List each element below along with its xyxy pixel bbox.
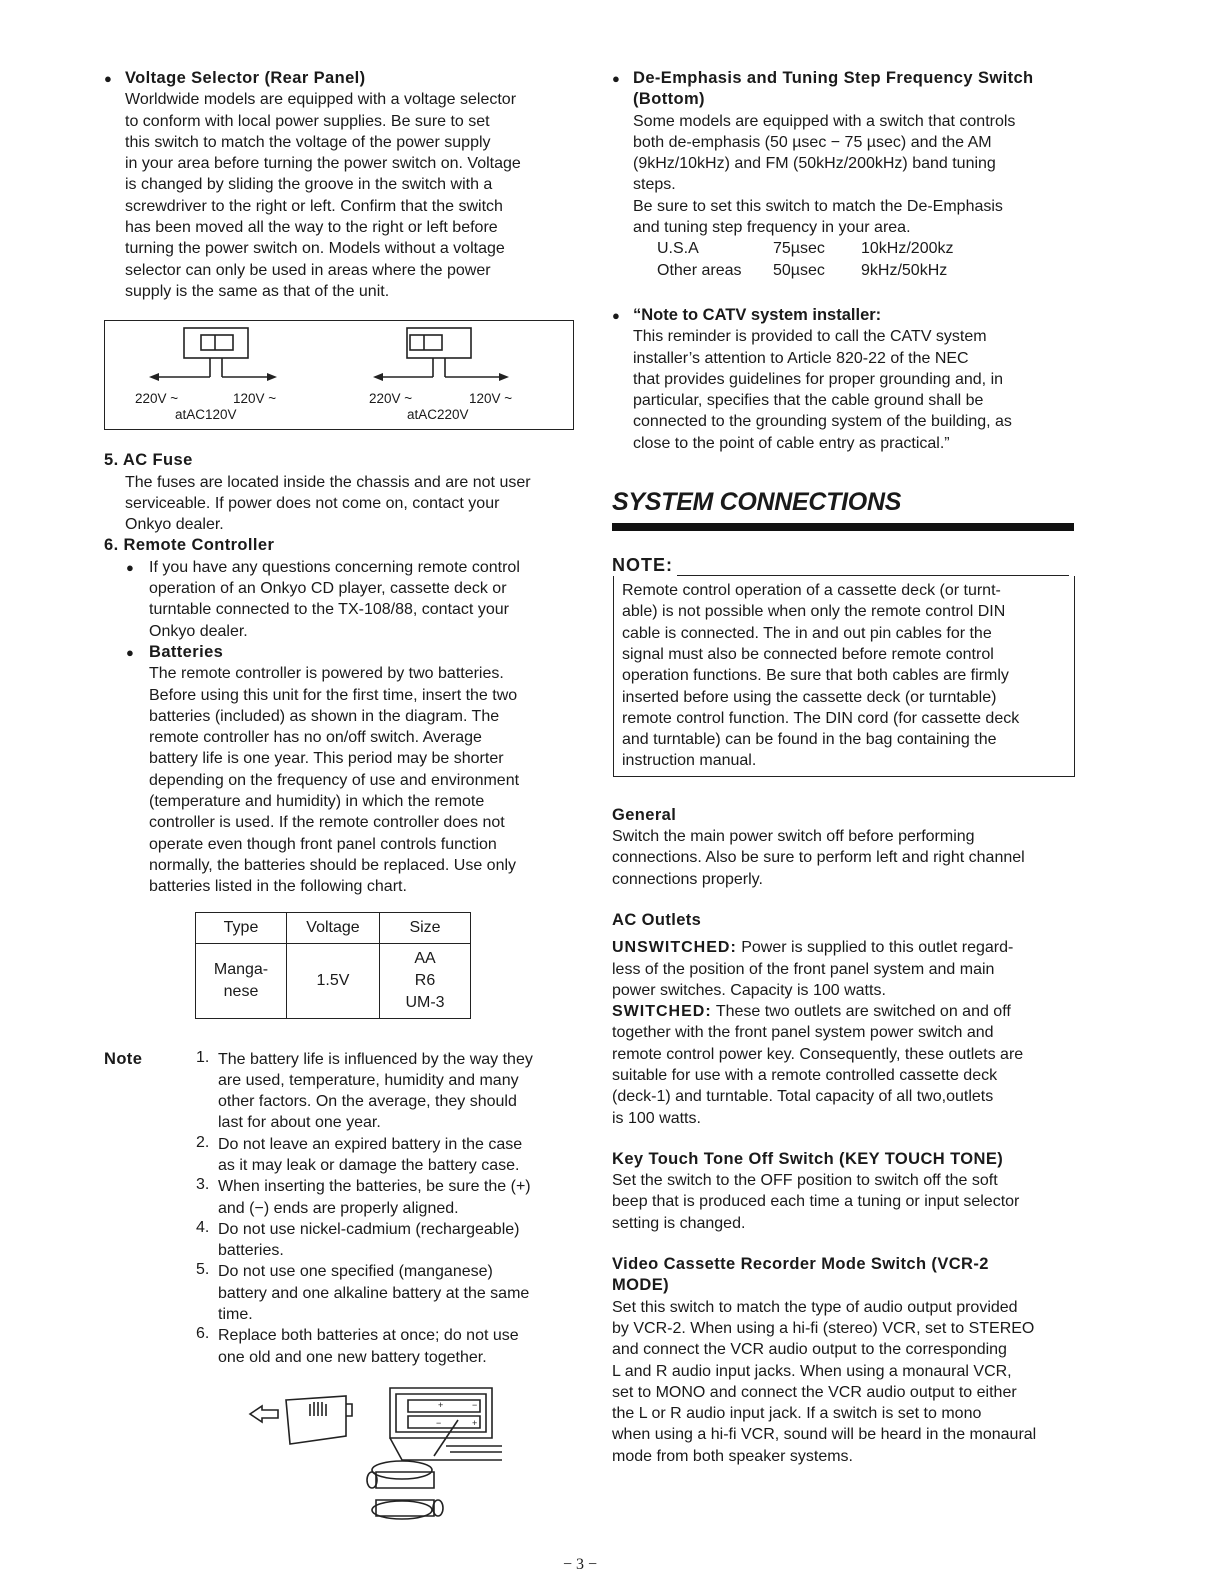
text-line: supply is the same as that of the unit. — [125, 282, 390, 300]
ac-outlets-section — [612, 910, 1082, 1129]
catv-section — [612, 305, 1082, 454]
ac-line — [612, 980, 1082, 1001]
ac-fuse-text — [104, 472, 574, 536]
left-column — [104, 68, 574, 1428]
text-line: has been moved all the way to the right or left before — [125, 219, 498, 237]
text-line: The remote controller is powered by two batteries. — [149, 665, 504, 683]
ac-line-text: is 100 watts. — [612, 1109, 701, 1127]
ac-line — [612, 959, 1082, 980]
vcr-title-2: MODE) — [612, 1276, 669, 1295]
ac-label: SWITCHED: — [612, 1003, 712, 1021]
note-heading-line — [677, 563, 1069, 576]
region-cell: U.S.A — [657, 240, 699, 258]
ac-outlets-title: AC Outlets — [612, 910, 702, 929]
text-line: Some models are equipped with a switch that controls — [633, 112, 1016, 130]
text-line: both de-emphasis (50 µsec − 75 µsec) and the AM — [633, 133, 992, 151]
note-line: are used, temperature, humidity and many — [218, 1071, 519, 1089]
general-title: General — [612, 805, 677, 824]
note-line: Do not use nickel-cadmium (rechargeable) — [218, 1220, 520, 1238]
vcr-section — [612, 1254, 1082, 1467]
region-cell: 9kHz/50kHz — [861, 261, 948, 279]
note-line: Replace both batteries at once; do not use — [218, 1327, 519, 1345]
keytouch-section — [612, 1149, 1082, 1234]
fig-b-caption: atAC220V — [407, 407, 469, 423]
text-line: L and R audio input jacks. When using a monaural VCR, — [612, 1362, 1012, 1380]
text-line: selector can only be used in areas where the power — [125, 261, 491, 279]
text-line: Before using this unit for the first time, insert the two — [149, 686, 518, 704]
fig-a-220: 220V ~ — [135, 391, 179, 407]
note-line: Do not use one specified (manganese) — [218, 1263, 493, 1281]
deemphasis-section — [612, 68, 1082, 281]
text-line: by VCR-2. When using a hi-fi (stereo) VCR, set to STEREO — [612, 1319, 1035, 1337]
svg-text:+: + — [438, 1400, 444, 1410]
note-number: 1. — [196, 1048, 210, 1066]
th-type: Type — [196, 912, 287, 943]
text-line: ● If you have any questions concerning remote control — [149, 558, 520, 576]
cell-voltage: 1.5V — [287, 943, 380, 1018]
text-line: Switch the main power switch off before performing — [612, 828, 975, 846]
text-line: The fuses are located inside the chassis and are not user — [125, 473, 531, 491]
catv-title: ● “Note to CATV system installer: — [612, 305, 1082, 326]
right-column — [612, 68, 1082, 1467]
text-line: remote controller has no on/off switch. Average — [149, 729, 482, 747]
text-line: the L or R audio input jack. If a switch is set to mono — [612, 1405, 982, 1423]
remote-section — [104, 535, 574, 897]
text-line: screwdriver to the right or left. Confirm that the switch — [125, 197, 503, 215]
ac-line-text: power switches. Capacity is 100 watts. — [612, 981, 886, 999]
text-line: battery life is one year. This period may be shorter — [149, 750, 504, 768]
note-heading-label: NOTE: — [612, 555, 673, 576]
text-line: (temperature and humidity) in which the remote — [149, 793, 485, 811]
text-line: depending on the frequency of use and environment — [149, 771, 520, 789]
vcr-title-1: Video Cassette Recorder Mode Switch (VCR-2 — [612, 1255, 989, 1274]
note-number: 3. — [196, 1176, 210, 1194]
text-line: setting is changed. — [612, 1214, 746, 1232]
ac-line-text: together with the front panel system power switch and — [612, 1024, 994, 1042]
ac-line-text: Power is supplied to this outlet regard- — [736, 939, 1014, 957]
ac-fuse-title: 5. AC Fuse — [104, 451, 193, 470]
text-line: is changed by sliding the groove in the switch with a — [125, 176, 493, 194]
ac-line — [612, 1065, 1082, 1086]
note-line: battery and one alkaline battery at the same — [218, 1284, 530, 1302]
text-line: set to MONO and connect the VCR audio output to either — [612, 1383, 1017, 1401]
region-cell: 10kHz/200kz — [861, 240, 954, 258]
note-line: time. — [218, 1306, 253, 1324]
system-connections-title: SYSTEM CONNECTIONS — [612, 488, 902, 517]
deemphasis-title-2: (Bottom) — [633, 90, 705, 109]
th-voltage: Voltage — [287, 912, 380, 943]
note-heading — [612, 555, 1082, 576]
text-line: operate even though front panel controls function — [149, 835, 497, 853]
type-line-2: nese — [223, 982, 259, 1000]
note-number: 2. — [196, 1133, 210, 1151]
deemphasis-text — [612, 111, 1082, 239]
ac-line-text: suitable for use with a remote controlled cassette deck — [612, 1066, 998, 1084]
size-aa: AA — [414, 949, 436, 967]
page-number: − 3 − — [563, 1556, 598, 1573]
ac-fuse-section — [104, 450, 574, 535]
text-line: batteries (included) as shown in the diagram. The — [149, 707, 500, 725]
note-number: 6. — [196, 1325, 210, 1343]
ac-line-text: less of the position of the front panel system and main — [612, 960, 995, 978]
ac-line — [612, 1022, 1082, 1043]
text-line: this switch to match the voltage of the power supply — [125, 133, 491, 151]
text-line: inserted before using the cassette deck (or turntable) — [622, 688, 997, 706]
note-line: other factors. On the average, they should — [218, 1093, 517, 1111]
note-item — [104, 1134, 574, 1177]
text-line: Worldwide models are equipped with a voltage selector — [125, 91, 517, 109]
text-line: Set the switch to the OFF position to switch off the soft — [612, 1172, 998, 1190]
ac-line — [612, 1001, 1082, 1022]
note-line: Do not leave an expired battery in the case — [218, 1135, 523, 1153]
note-item — [104, 1049, 574, 1134]
svg-text:+: + — [472, 1418, 478, 1428]
text-line: operation of an Onkyo CD player, cassette deck or — [149, 580, 507, 598]
note-line: The battery life is influenced by the way they — [218, 1050, 533, 1068]
text-line: This reminder is provided to call the CATV system — [633, 328, 987, 346]
notes-list — [104, 1049, 574, 1368]
text-line: in your area before turning the power switch on. Voltage — [125, 155, 521, 173]
battery-insertion-diagram — [248, 1386, 528, 1536]
text-line: remote control function. The DIN cord (for cassette deck — [622, 709, 1020, 727]
batteries-text — [104, 663, 574, 897]
text-line: signal must also be connected before remote control — [622, 645, 994, 663]
ac-label: UNSWITCHED: — [612, 939, 737, 957]
text-line: particular, specifies that the cable ground shall be — [633, 392, 984, 410]
notes-section — [104, 1049, 574, 1368]
text-line: serviceable. If power does not come on, contact your — [125, 494, 500, 512]
fig-b-220: 220V ~ — [369, 391, 413, 407]
region-cell: 75µsec — [773, 240, 825, 258]
note-line: batteries. — [218, 1242, 284, 1260]
note-line: last for about one year. — [218, 1114, 381, 1132]
cell-size — [380, 943, 471, 1018]
text-line: and connect the VCR audio output to the corresponding — [612, 1341, 1007, 1359]
voltage-text — [104, 89, 574, 302]
keytouch-text — [612, 1170, 1082, 1234]
text-line: connections properly. — [612, 870, 763, 888]
batteries-title: ● Batteries — [104, 642, 574, 663]
text-line: Set this switch to match the type of audio output provided — [612, 1298, 1018, 1316]
text-line: turning the power switch on. Models without a voltage — [125, 240, 505, 258]
text-line: and turntable) can be found in the bag containing the — [622, 731, 997, 749]
text-line: turntable connected to the TX-108/88, contact your — [149, 601, 509, 619]
text-line: Be sure to set this switch to match the De-Emphasis — [633, 197, 1003, 215]
text-line: steps. — [633, 176, 676, 194]
voltage-selector-figure — [104, 320, 574, 430]
text-line: and tuning step frequency in your area. — [633, 219, 911, 237]
note-item — [104, 1176, 574, 1219]
text-line: Onkyo dealer. — [125, 516, 224, 534]
note-item — [104, 1261, 574, 1325]
text-line: batteries listed in the following chart. — [149, 878, 407, 896]
deemphasis-title-1: ● De-Emphasis and Tuning Step Frequency Switch — [612, 68, 1082, 89]
note-line: as it may leak or damage the battery case. — [218, 1156, 520, 1174]
type-line-1: Manga- — [213, 960, 269, 978]
text-line: controller is used. If the remote controller does not — [149, 814, 505, 832]
remote-bullet-1 — [104, 557, 574, 642]
text-line: mode from both speaker systems. — [612, 1447, 853, 1465]
svg-text:−: − — [436, 1418, 442, 1428]
ac-outlets-text — [612, 937, 1082, 1129]
note-label: Note — [104, 1049, 143, 1068]
note-number: 4. — [196, 1218, 210, 1236]
remote-title: 6. Remote Controller — [104, 536, 275, 555]
note-line: one old and one new battery together. — [218, 1348, 487, 1366]
fig-a-120: 120V ~ — [233, 391, 277, 407]
text-line: close to the point of cable entry as practical.” — [633, 434, 950, 452]
text-line: Onkyo dealer. — [149, 622, 248, 640]
general-section — [612, 805, 1082, 890]
th-size: Size — [380, 912, 471, 943]
text-line: to conform with local power supplies. Be sure to set — [125, 112, 490, 130]
note-line: and (−) ends are properly aligned. — [218, 1199, 459, 1217]
text-line: that provides guidelines for proper grounding and, in — [633, 370, 1004, 388]
cell-type — [196, 943, 287, 1018]
size-um3: UM-3 — [405, 993, 445, 1011]
text-line: connections. Also be sure to perform left and right channel — [612, 849, 1025, 867]
text-line: operation functions. Be sure that both cables are firmly — [622, 667, 1009, 685]
catv-text — [612, 326, 1082, 454]
svg-text:−: − — [472, 1400, 478, 1410]
note-item — [104, 1325, 574, 1368]
size-r6: R6 — [414, 971, 436, 989]
text-line: normally, the batteries should be replaced. Use only — [149, 856, 517, 874]
ac-line — [612, 1108, 1082, 1129]
keytouch-title: Key Touch Tone Off Switch (KEY TOUCH TONE) — [612, 1149, 1004, 1168]
text-line: instruction manual. — [622, 752, 757, 770]
note-box — [613, 576, 1075, 777]
text-line: installer’s attention to Article 820-22 of the NEC — [633, 349, 969, 367]
text-line: cable is connected. The in and out pin cables for the — [622, 624, 992, 642]
battery-table — [195, 912, 471, 1019]
ac-line-text: remote control power key. Consequently, these outlets are — [612, 1045, 1024, 1063]
note-number: 5. — [196, 1261, 210, 1279]
title-rule — [612, 523, 1074, 531]
ac-line-text: These two outlets are switched on and off — [711, 1003, 1011, 1021]
fig-a-caption: atAC120V — [175, 407, 237, 423]
text-line: able) is not possible when only the remote control DIN — [622, 603, 1006, 621]
note-item — [104, 1219, 574, 1262]
ac-line — [612, 1086, 1082, 1107]
fig-b-120: 120V ~ — [469, 391, 513, 407]
text-line: when using a hi-fi VCR, sound will be heard in the monaural — [612, 1426, 1037, 1444]
region-cell: Other areas — [657, 261, 742, 279]
ac-line — [612, 1044, 1082, 1065]
text-line: Remote control operation of a cassette deck (or turnt- — [622, 582, 1001, 600]
text-line: connected to the grounding system of the building, as — [633, 413, 1012, 431]
vcr-text — [612, 1297, 1082, 1467]
text-line: beep that is produced each time a tuning or input selector — [612, 1193, 1020, 1211]
deemphasis-region-table — [612, 238, 1082, 281]
voltage-section — [104, 68, 574, 302]
region-cell: 50µsec — [773, 261, 825, 279]
ac-line-text: (deck-1) and turntable. Total capacity of all two,outlets — [612, 1088, 994, 1106]
note-line: When inserting the batteries, be sure the (+) — [218, 1178, 531, 1196]
ac-line — [612, 937, 1082, 958]
general-text — [612, 826, 1082, 890]
voltage-title: ● Voltage Selector (Rear Panel) — [104, 68, 574, 89]
text-line: (9kHz/10kHz) and FM (50kHz/200kHz) band tuning — [633, 155, 996, 173]
